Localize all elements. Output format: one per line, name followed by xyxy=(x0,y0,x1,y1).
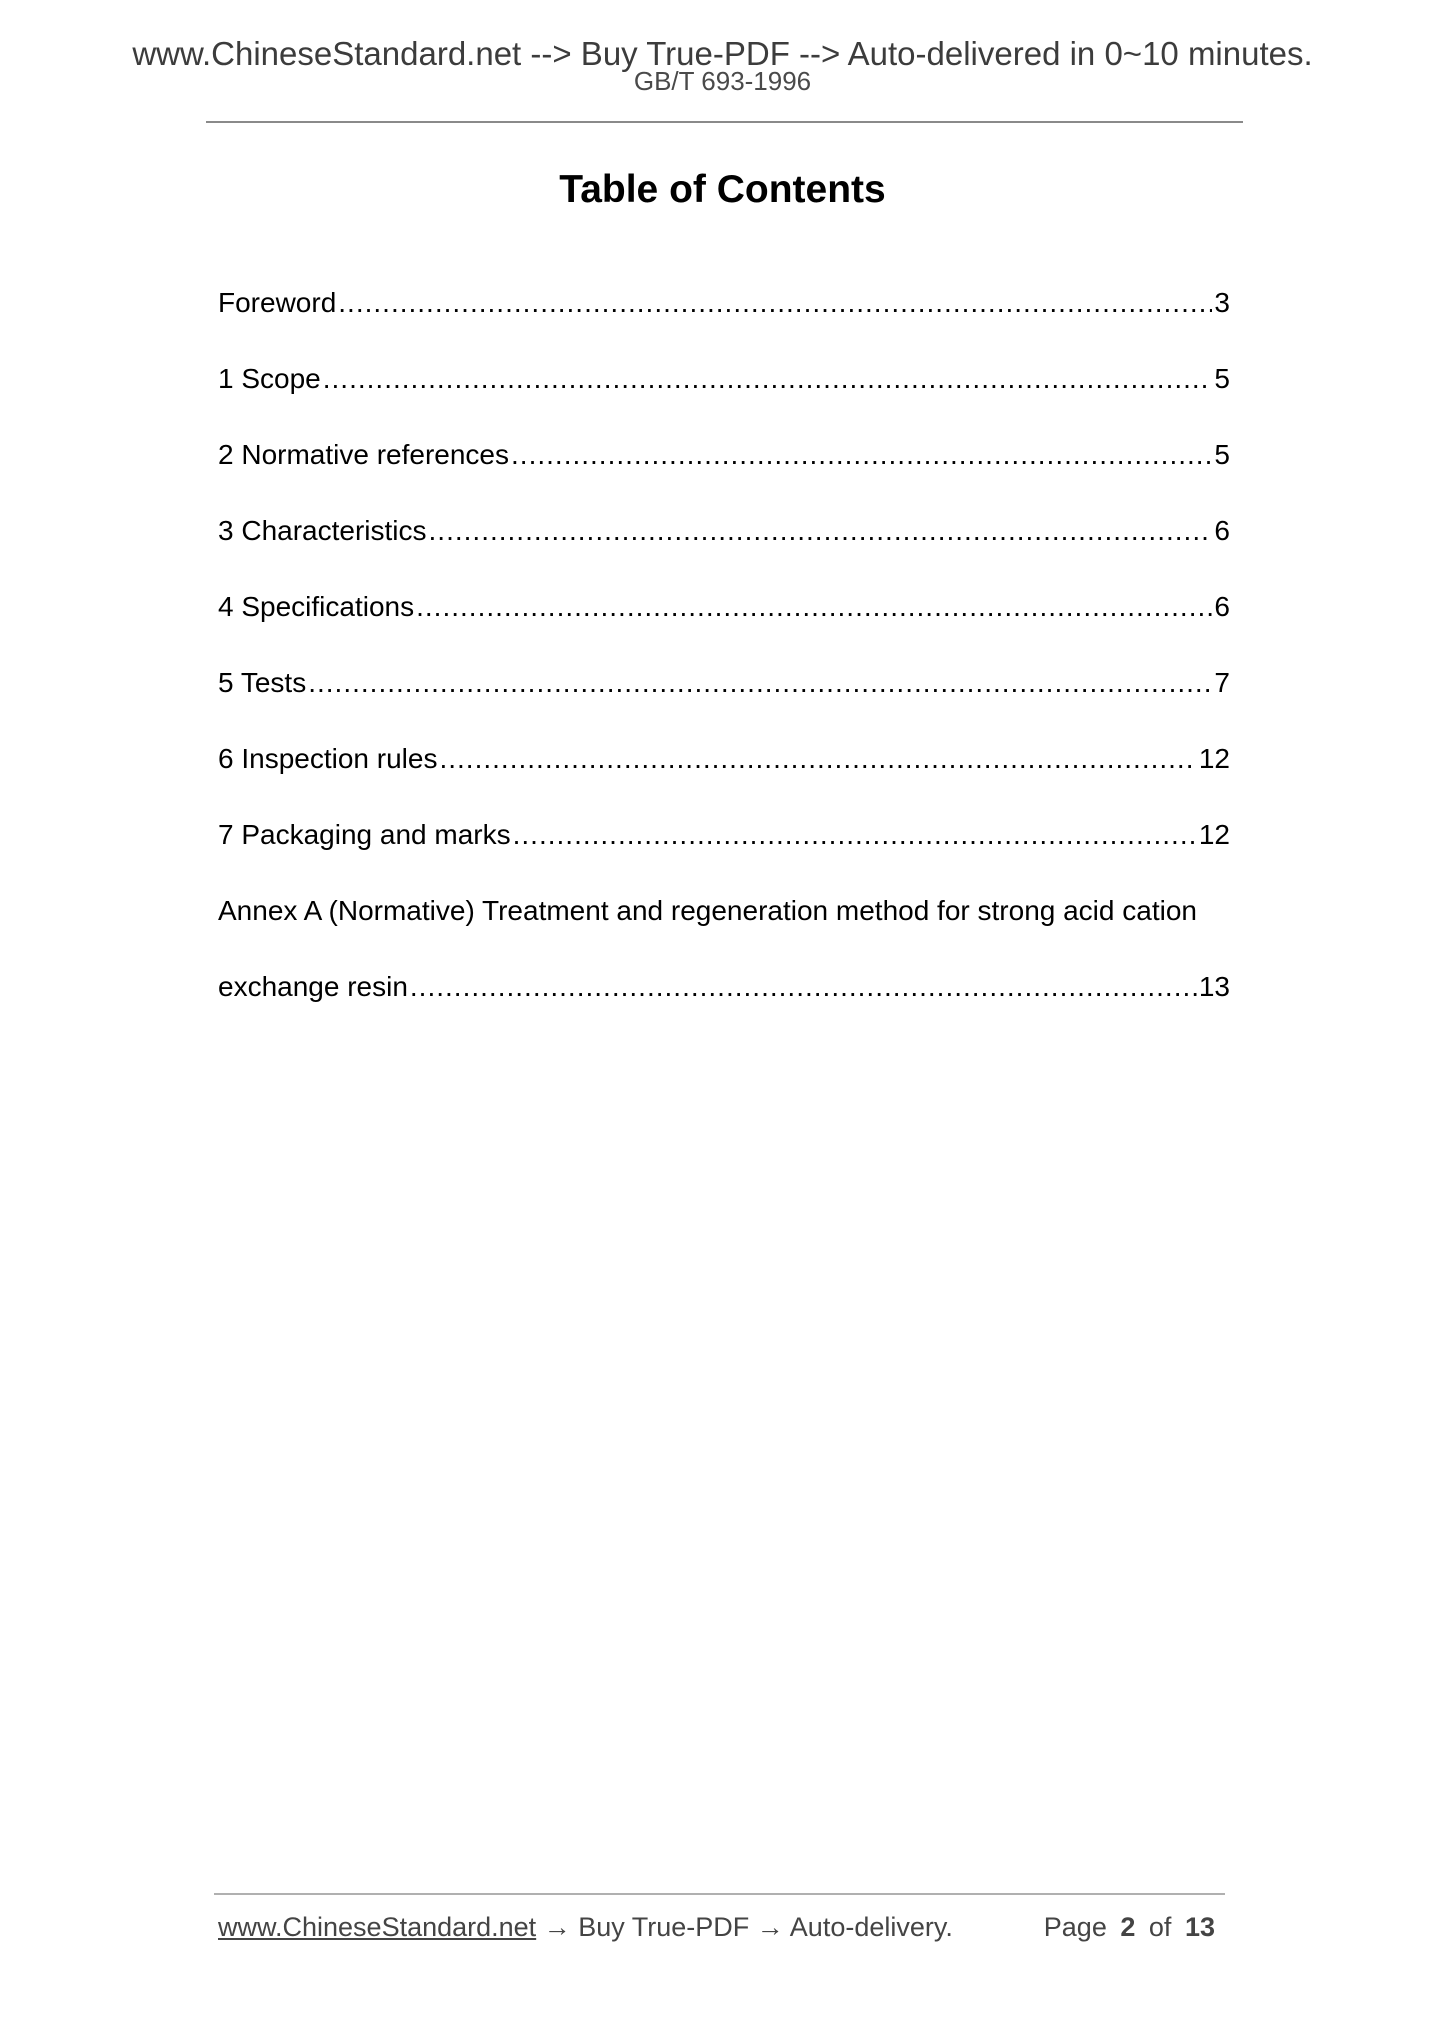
toc-entry-normative-references[interactable] xyxy=(218,439,1230,515)
dot-leader xyxy=(416,591,1212,623)
toc-entry-characteristics[interactable] xyxy=(218,515,1230,591)
of-word: of xyxy=(1148,1912,1172,1942)
page-indicator xyxy=(1044,1912,1221,1943)
dot-leader xyxy=(429,515,1213,547)
dot-leader xyxy=(439,743,1196,775)
toc-entry-label: Annex A (Normative) Treatment and regeneration method for strong acid cation xyxy=(218,895,1197,926)
toc-entry-label: 3 Characteristics xyxy=(218,515,427,546)
toc-entry-scope[interactable] xyxy=(218,363,1230,439)
footer-divider xyxy=(214,1893,1225,1895)
toc-entry-label: exchange resin xyxy=(218,971,408,1002)
table-of-contents xyxy=(218,287,1230,1047)
page-header xyxy=(0,35,1445,97)
toc-entry-label: Foreword xyxy=(218,287,337,318)
toc-entry-page: 5 xyxy=(1214,439,1230,470)
toc-entry-page: 12 xyxy=(1198,743,1230,774)
footer-buy-text: Buy True-PDF xyxy=(578,1912,750,1942)
dot-leader xyxy=(511,439,1212,471)
toc-entry-page: 6 xyxy=(1214,515,1230,546)
arrow-right-icon: → xyxy=(543,1912,571,1942)
toc-entry-page: 13 xyxy=(1198,971,1230,1002)
toc-entry-page: 12 xyxy=(1198,819,1230,850)
footer-promo xyxy=(218,1912,953,1943)
arrow-right-icon: → xyxy=(756,1912,784,1942)
toc-entry-label: 2 Normative references xyxy=(218,439,510,470)
dot-leader xyxy=(513,819,1197,851)
standard-code: GB/T 693-1996 xyxy=(633,66,812,97)
current-page-number: 2 xyxy=(1120,1912,1136,1942)
page-word: Page xyxy=(1043,1912,1107,1942)
header-banner[interactable]: www.ChineseStandard.net --> Buy True-PDF --> Auto-delivered in 0~10 minutes. xyxy=(132,35,1313,72)
toc-entry-label: 1 Scope xyxy=(218,363,321,394)
toc-entry-tests[interactable] xyxy=(218,667,1230,743)
dot-leader xyxy=(338,287,1212,319)
page-title: Table of Contents xyxy=(559,168,886,211)
toc-entry-label: 4 Specifications xyxy=(218,591,415,622)
toc-entry-label: 5 Tests xyxy=(218,667,307,698)
dot-leader xyxy=(410,971,1197,1003)
toc-entry-page: 6 xyxy=(1214,591,1230,622)
toc-entry-label: 6 Inspection rules xyxy=(218,743,438,774)
dot-leader xyxy=(308,667,1212,699)
footer-delivery-text: Auto-delivery. xyxy=(789,1912,953,1942)
dot-leader xyxy=(323,363,1213,395)
total-page-count: 13 xyxy=(1184,1912,1215,1942)
toc-entry-foreword[interactable] xyxy=(218,287,1230,363)
footer-site-link[interactable]: www.ChineseStandard.net xyxy=(218,1912,537,1942)
toc-entry-inspection-rules[interactable] xyxy=(218,743,1230,819)
toc-entry-packaging-and-marks[interactable] xyxy=(218,819,1230,895)
toc-entry-page: 3 xyxy=(1214,287,1230,318)
toc-entry-page: 7 xyxy=(1214,667,1230,698)
toc-entry-annex-a[interactable] xyxy=(218,895,1230,971)
toc-entry-specifications[interactable] xyxy=(218,591,1230,667)
toc-entry-page: 5 xyxy=(1214,363,1230,394)
toc-entry-label: 7 Packaging and marks xyxy=(218,819,511,850)
header-divider xyxy=(206,121,1243,123)
toc-entry-annex-a-continued[interactable] xyxy=(218,971,1230,1047)
